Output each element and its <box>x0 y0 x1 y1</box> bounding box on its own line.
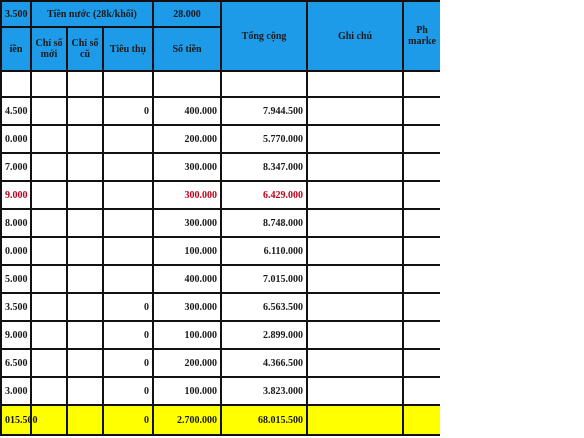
new-index-cell[interactable] <box>31 153 67 181</box>
total-amount-cell[interactable]: 4.366.500 <box>221 349 307 377</box>
note-cell[interactable] <box>307 181 403 209</box>
table-row <box>1 349 441 377</box>
table-row <box>1 293 441 321</box>
usage-cell[interactable] <box>103 153 153 181</box>
table-cell[interactable] <box>403 405 441 435</box>
blank-area <box>440 0 584 438</box>
old-index-cell[interactable] <box>67 321 103 349</box>
new-index-cell[interactable] <box>31 209 67 237</box>
usage-cell[interactable] <box>103 237 153 265</box>
prev-amount-cell[interactable]: 3.000 <box>1 377 31 405</box>
note-cell[interactable] <box>307 321 403 349</box>
total-amount-cell[interactable]: 6.429.000 <box>221 181 307 209</box>
table-row <box>1 125 441 153</box>
usage-cell[interactable]: 0 <box>103 97 153 125</box>
table-cell[interactable] <box>103 71 153 97</box>
usage-cell[interactable] <box>103 125 153 153</box>
prev-amount-cell[interactable]: 0.000 <box>1 237 31 265</box>
water-rate-cell[interactable]: 28.000 <box>153 1 221 27</box>
old-index-cell[interactable] <box>67 209 103 237</box>
new-index-cell[interactable] <box>31 293 67 321</box>
total-amount-cell[interactable]: 6.110.000 <box>221 237 307 265</box>
old-index-cell[interactable] <box>67 377 103 405</box>
old-index-cell[interactable] <box>67 97 103 125</box>
prev-amount-cell[interactable]: 7.000 <box>1 153 31 181</box>
usage-cell[interactable]: 0 <box>103 349 153 377</box>
water-amount-cell[interactable]: 100.000 <box>153 237 221 265</box>
table-cell[interactable] <box>307 71 403 97</box>
prev-amount-cell[interactable]: 0.000 <box>1 125 31 153</box>
water-amount-cell[interactable]: 400.000 <box>153 97 221 125</box>
usage-cell[interactable]: 0 <box>103 293 153 321</box>
prev-amount-cell[interactable]: 6.500 <box>1 349 31 377</box>
usage-cell[interactable]: 0 <box>103 377 153 405</box>
money-header[interactable]: iền <box>1 27 31 71</box>
old-index-cell[interactable] <box>67 153 103 181</box>
extra-cell[interactable] <box>403 97 441 125</box>
extra-cell[interactable] <box>403 181 441 209</box>
table-row <box>1 237 441 265</box>
usage-cell[interactable] <box>103 209 153 237</box>
note-cell[interactable] <box>307 293 403 321</box>
new-index-cell[interactable] <box>31 349 67 377</box>
table-cell[interactable] <box>403 71 441 97</box>
table-cell[interactable] <box>1 71 31 97</box>
total-amount-cell[interactable]: 8.748.000 <box>221 209 307 237</box>
water-amount-cell[interactable]: 200.000 <box>153 349 221 377</box>
total-amount-cell[interactable]: 2.899.000 <box>221 321 307 349</box>
total-amount-cell[interactable]: 7.944.500 <box>221 97 307 125</box>
old-index-header[interactable]: Chỉ số cũ <box>67 27 103 71</box>
new-index-cell[interactable] <box>31 321 67 349</box>
note-cell[interactable] <box>307 237 403 265</box>
water-amount-cell[interactable]: 100.000 <box>153 321 221 349</box>
new-index-cell[interactable] <box>31 181 67 209</box>
extra-cell[interactable] <box>403 125 441 153</box>
water-amount-cell[interactable]: 300.000 <box>153 293 221 321</box>
extra-cell[interactable] <box>403 293 441 321</box>
note-cell[interactable] <box>307 153 403 181</box>
old-index-cell[interactable] <box>67 265 103 293</box>
water-fee-header[interactable]: Tiền nước (28k/khối) <box>31 1 153 27</box>
water-amount-cell[interactable]: 400.000 <box>153 265 221 293</box>
table-row <box>1 97 441 125</box>
usage-cell[interactable] <box>103 181 153 209</box>
electric-rate-cell[interactable]: 3.500 <box>1 1 31 27</box>
water-amount-cell[interactable]: 300.000 <box>153 181 221 209</box>
total-amount-cell[interactable]: 7.015.000 <box>221 265 307 293</box>
note-cell[interactable] <box>307 209 403 237</box>
extra-header[interactable]: Ph marke <box>403 1 441 71</box>
extra-cell[interactable] <box>403 153 441 181</box>
prev-amount-cell[interactable]: 8.000 <box>1 209 31 237</box>
extra-cell[interactable] <box>403 321 441 349</box>
table-row <box>1 321 441 349</box>
table-row <box>1 209 441 237</box>
new-index-cell[interactable] <box>31 97 67 125</box>
old-index-cell[interactable] <box>67 181 103 209</box>
table-cell[interactable] <box>153 71 221 97</box>
new-index-cell[interactable] <box>31 377 67 405</box>
water-amount-cell[interactable]: 200.000 <box>153 125 221 153</box>
table-row <box>1 377 441 405</box>
new-index-cell[interactable] <box>31 237 67 265</box>
total-amount-cell[interactable]: 3.823.000 <box>221 377 307 405</box>
total-water-cell[interactable]: 2.700.000 <box>153 405 221 435</box>
total-amount-cell[interactable]: 5.770.000 <box>221 125 307 153</box>
table-cell[interactable] <box>67 71 103 97</box>
header-row-1 <box>1 1 441 27</box>
prev-amount-cell[interactable]: 4.500 <box>1 97 31 125</box>
table-cell[interactable] <box>221 71 307 97</box>
old-index-cell[interactable] <box>67 293 103 321</box>
total-prev-cell[interactable]: 015.500 <box>1 405 31 435</box>
usage-cell[interactable]: 0 <box>103 321 153 349</box>
old-index-cell[interactable] <box>67 125 103 153</box>
grand-total-cell[interactable]: 68.015.500 <box>221 405 307 435</box>
old-index-cell[interactable] <box>67 237 103 265</box>
total-header[interactable]: Tổng cộng <box>221 1 307 71</box>
new-index-cell[interactable] <box>31 265 67 293</box>
water-amount-cell[interactable]: 300.000 <box>153 209 221 237</box>
prev-amount-cell[interactable]: 5.000 <box>1 265 31 293</box>
extra-cell[interactable] <box>403 349 441 377</box>
total-amount-cell[interactable]: 6.563.500 <box>221 293 307 321</box>
note-cell[interactable] <box>307 377 403 405</box>
new-index-header[interactable]: Chỉ số mới <box>31 27 67 71</box>
total-row <box>1 405 441 435</box>
extra-cell[interactable] <box>403 265 441 293</box>
total-amount-cell[interactable]: 8.347.000 <box>221 153 307 181</box>
new-index-cell[interactable] <box>31 125 67 153</box>
usage-cell[interactable] <box>103 265 153 293</box>
extra-cell[interactable] <box>403 377 441 405</box>
table-cell[interactable] <box>67 405 103 435</box>
old-index-cell[interactable] <box>67 349 103 377</box>
extra-cell[interactable] <box>403 237 441 265</box>
water-amount-cell[interactable]: 300.000 <box>153 153 221 181</box>
table-cell[interactable] <box>307 405 403 435</box>
prev-amount-cell[interactable]: 9.000 <box>1 181 31 209</box>
table-row <box>1 153 441 181</box>
note-cell[interactable] <box>307 349 403 377</box>
data-rows <box>1 97 441 405</box>
total-usage-cell[interactable]: 0 <box>103 405 153 435</box>
blank-row <box>1 71 441 97</box>
prev-amount-cell[interactable]: 3.500 <box>1 293 31 321</box>
note-cell[interactable] <box>307 125 403 153</box>
usage-header[interactable]: Tiêu thụ <box>103 27 153 71</box>
note-header[interactable]: Ghi chú <box>307 1 403 71</box>
note-cell[interactable] <box>307 265 403 293</box>
extra-cell[interactable] <box>403 209 441 237</box>
amount-header[interactable]: Số tiền <box>153 27 221 71</box>
water-amount-cell[interactable]: 100.000 <box>153 377 221 405</box>
table-cell[interactable] <box>31 71 67 97</box>
prev-amount-cell[interactable]: 9.000 <box>1 321 31 349</box>
table-row <box>1 265 441 293</box>
note-cell[interactable] <box>307 97 403 125</box>
table-row <box>1 181 441 209</box>
